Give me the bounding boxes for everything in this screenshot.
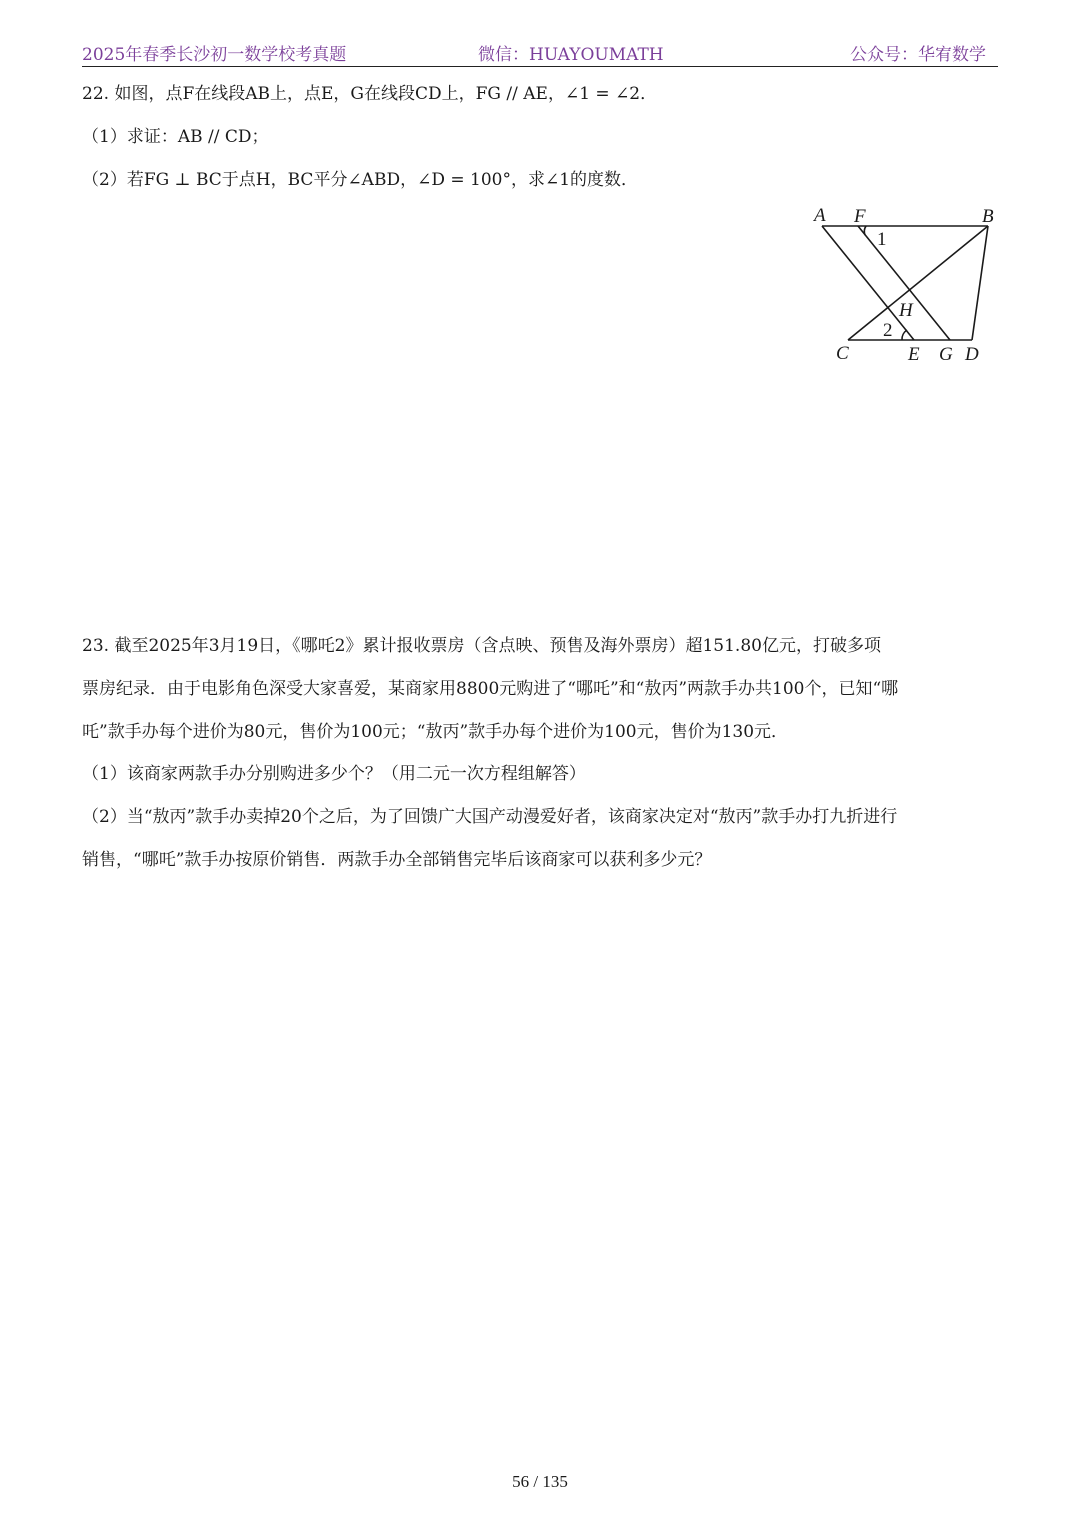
- q22-part2: （2）若FG ⊥ BC于点H，BC平分∠ABD，∠D = 100°，求∠1的度数．: [82, 170, 639, 190]
- segment-fg: [858, 226, 950, 340]
- label-c: C: [836, 343, 849, 364]
- label-angle1: 1: [877, 229, 887, 250]
- label-e: E: [908, 344, 920, 365]
- label-d: D: [965, 344, 979, 365]
- label-angle2: 2: [883, 320, 893, 341]
- header-title: 2025年春季长沙初一数学校考真题: [82, 45, 347, 65]
- geometry-figure-svg: [808, 200, 1008, 370]
- label-g: G: [939, 344, 953, 365]
- page-number: 56 / 135: [512, 1472, 568, 1491]
- page-header: [82, 36, 998, 67]
- q23-part2-line1: （2）当“敖丙”款手办卖掉20个之后，为了回馈广大国产动漫爱好者，该商家决定对“敖丙”款手办打九折进行: [82, 807, 898, 827]
- geometry-figure: [808, 200, 1008, 370]
- q23-stem-line2: 票房纪录．由于电影角色深受大家喜爱，某商家用8800元购进了“哪吒”和“敖丙”两款手办共100个，已知“哪: [82, 679, 899, 699]
- label-b: B: [982, 206, 994, 227]
- header-wechat: 微信：HUAYOUMATH: [478, 45, 664, 65]
- q22-stem: 22. 如图，点F在线段AB上，点E，G在线段CD上，FG // AE，∠1 = ∠2．: [82, 84, 658, 104]
- q23-stem-line1: 23. 截至2025年3月19日，《哪吒2》累计报收票房（含点映、预售及海外票房）超151.80亿元，打破多项: [82, 636, 881, 656]
- q23-part1: （1）该商家两款手办分别购进多少个？（用二元一次方程组解答）: [82, 764, 586, 784]
- label-a: A: [814, 205, 826, 226]
- angle1-arc: [864, 226, 866, 235]
- q23-part2-line2: 销售，“哪吒”款手办按原价销售．两款手办全部销售完毕后该商家可以获利多少元？: [82, 850, 712, 870]
- label-h: H: [899, 300, 913, 321]
- angle2-arc: [902, 330, 907, 340]
- label-f: F: [854, 206, 866, 227]
- q22-part1: （1）求证：AB // CD；: [82, 127, 269, 147]
- header-account: 公众号：华宥数学: [850, 45, 986, 65]
- q23-stem-line3: 吒”款手办每个进价为80元，售价为100元；“敖丙”款手办每个进价为100元，售价为130元．: [82, 722, 789, 742]
- segment-bd: [972, 226, 988, 340]
